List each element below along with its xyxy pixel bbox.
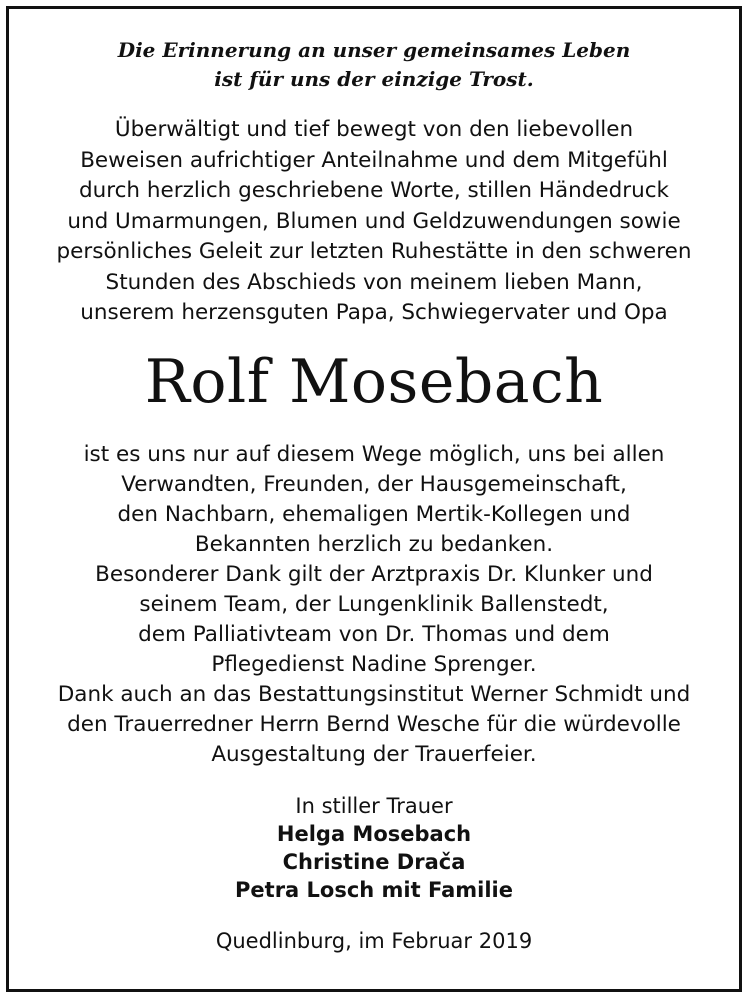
place-date: Quedlinburg, im Februar 2019 bbox=[215, 928, 533, 953]
text-line: unserem herzensguten Papa, Schwiegervater und Opa bbox=[80, 300, 668, 325]
text-line: Besonderer Dank gilt der Arztpraxis Dr. Klunker und bbox=[95, 561, 653, 587]
text-line: seinem Team, der Lungenklinik Ballenstedt, bbox=[139, 591, 609, 617]
text-line: Verwandten, Freunden, der Hausgemeinschaft, bbox=[121, 471, 627, 497]
text-line: dem Palliativteam von Dr. Thomas und dem bbox=[138, 621, 610, 647]
text-line: Stunden des Abschieds von meinem lieben Mann, bbox=[105, 269, 643, 295]
text-line: und Umarmungen, Blumen und Geldzuwendungen sowie bbox=[67, 208, 681, 234]
text-line: Überwältigt und tief bewegt von den liebevollen bbox=[114, 117, 634, 142]
mourners-block bbox=[9, 792, 739, 904]
obituary-notice bbox=[9, 9, 739, 956]
text-line: ist es uns nur auf diesem Wege möglich, uns bei allen bbox=[83, 441, 665, 467]
motto-line: Die Erinnerung an unser gemeinsames Leben bbox=[117, 38, 631, 62]
motto bbox=[9, 36, 739, 94]
motto-line: ist für uns der einzige Trost. bbox=[214, 67, 534, 91]
deceased-name: Rolf Mosebach bbox=[144, 346, 604, 417]
mourner-name: Petra Losch mit Familie bbox=[235, 877, 513, 902]
text-line: Ausgestaltung der Trauerfeier. bbox=[211, 741, 537, 767]
closing-intro: In stiller Trauer bbox=[295, 793, 453, 818]
text-line: Pflegedienst Nadine Sprenger. bbox=[211, 651, 537, 677]
intro-paragraph bbox=[9, 115, 739, 329]
mourner-name: Helga Mosebach bbox=[276, 821, 472, 846]
text-line: durch herzlich geschriebene Worte, stillen Händedruck bbox=[78, 178, 670, 203]
mourner-name: Christine Drača bbox=[282, 849, 466, 874]
text-line: Bekannten herzlich zu bedanken. bbox=[194, 531, 554, 557]
thanks-paragraph bbox=[9, 440, 739, 770]
text-line: Beweisen aufrichtiger Anteilnahme und dem Mitgefühl bbox=[80, 147, 668, 173]
text-line: persönliches Geleit zur letzten Ruhestätte in den schweren bbox=[56, 239, 692, 264]
text-line: Dank auch an das Bestattungsinstitut Werner Schmidt und bbox=[57, 681, 691, 707]
text-line: den Nachbarn, ehemaligen Mertik-Kollegen und bbox=[117, 501, 631, 527]
text-line: den Trauerredner Herrn Bernd Wesche für die würdevolle bbox=[67, 711, 681, 737]
